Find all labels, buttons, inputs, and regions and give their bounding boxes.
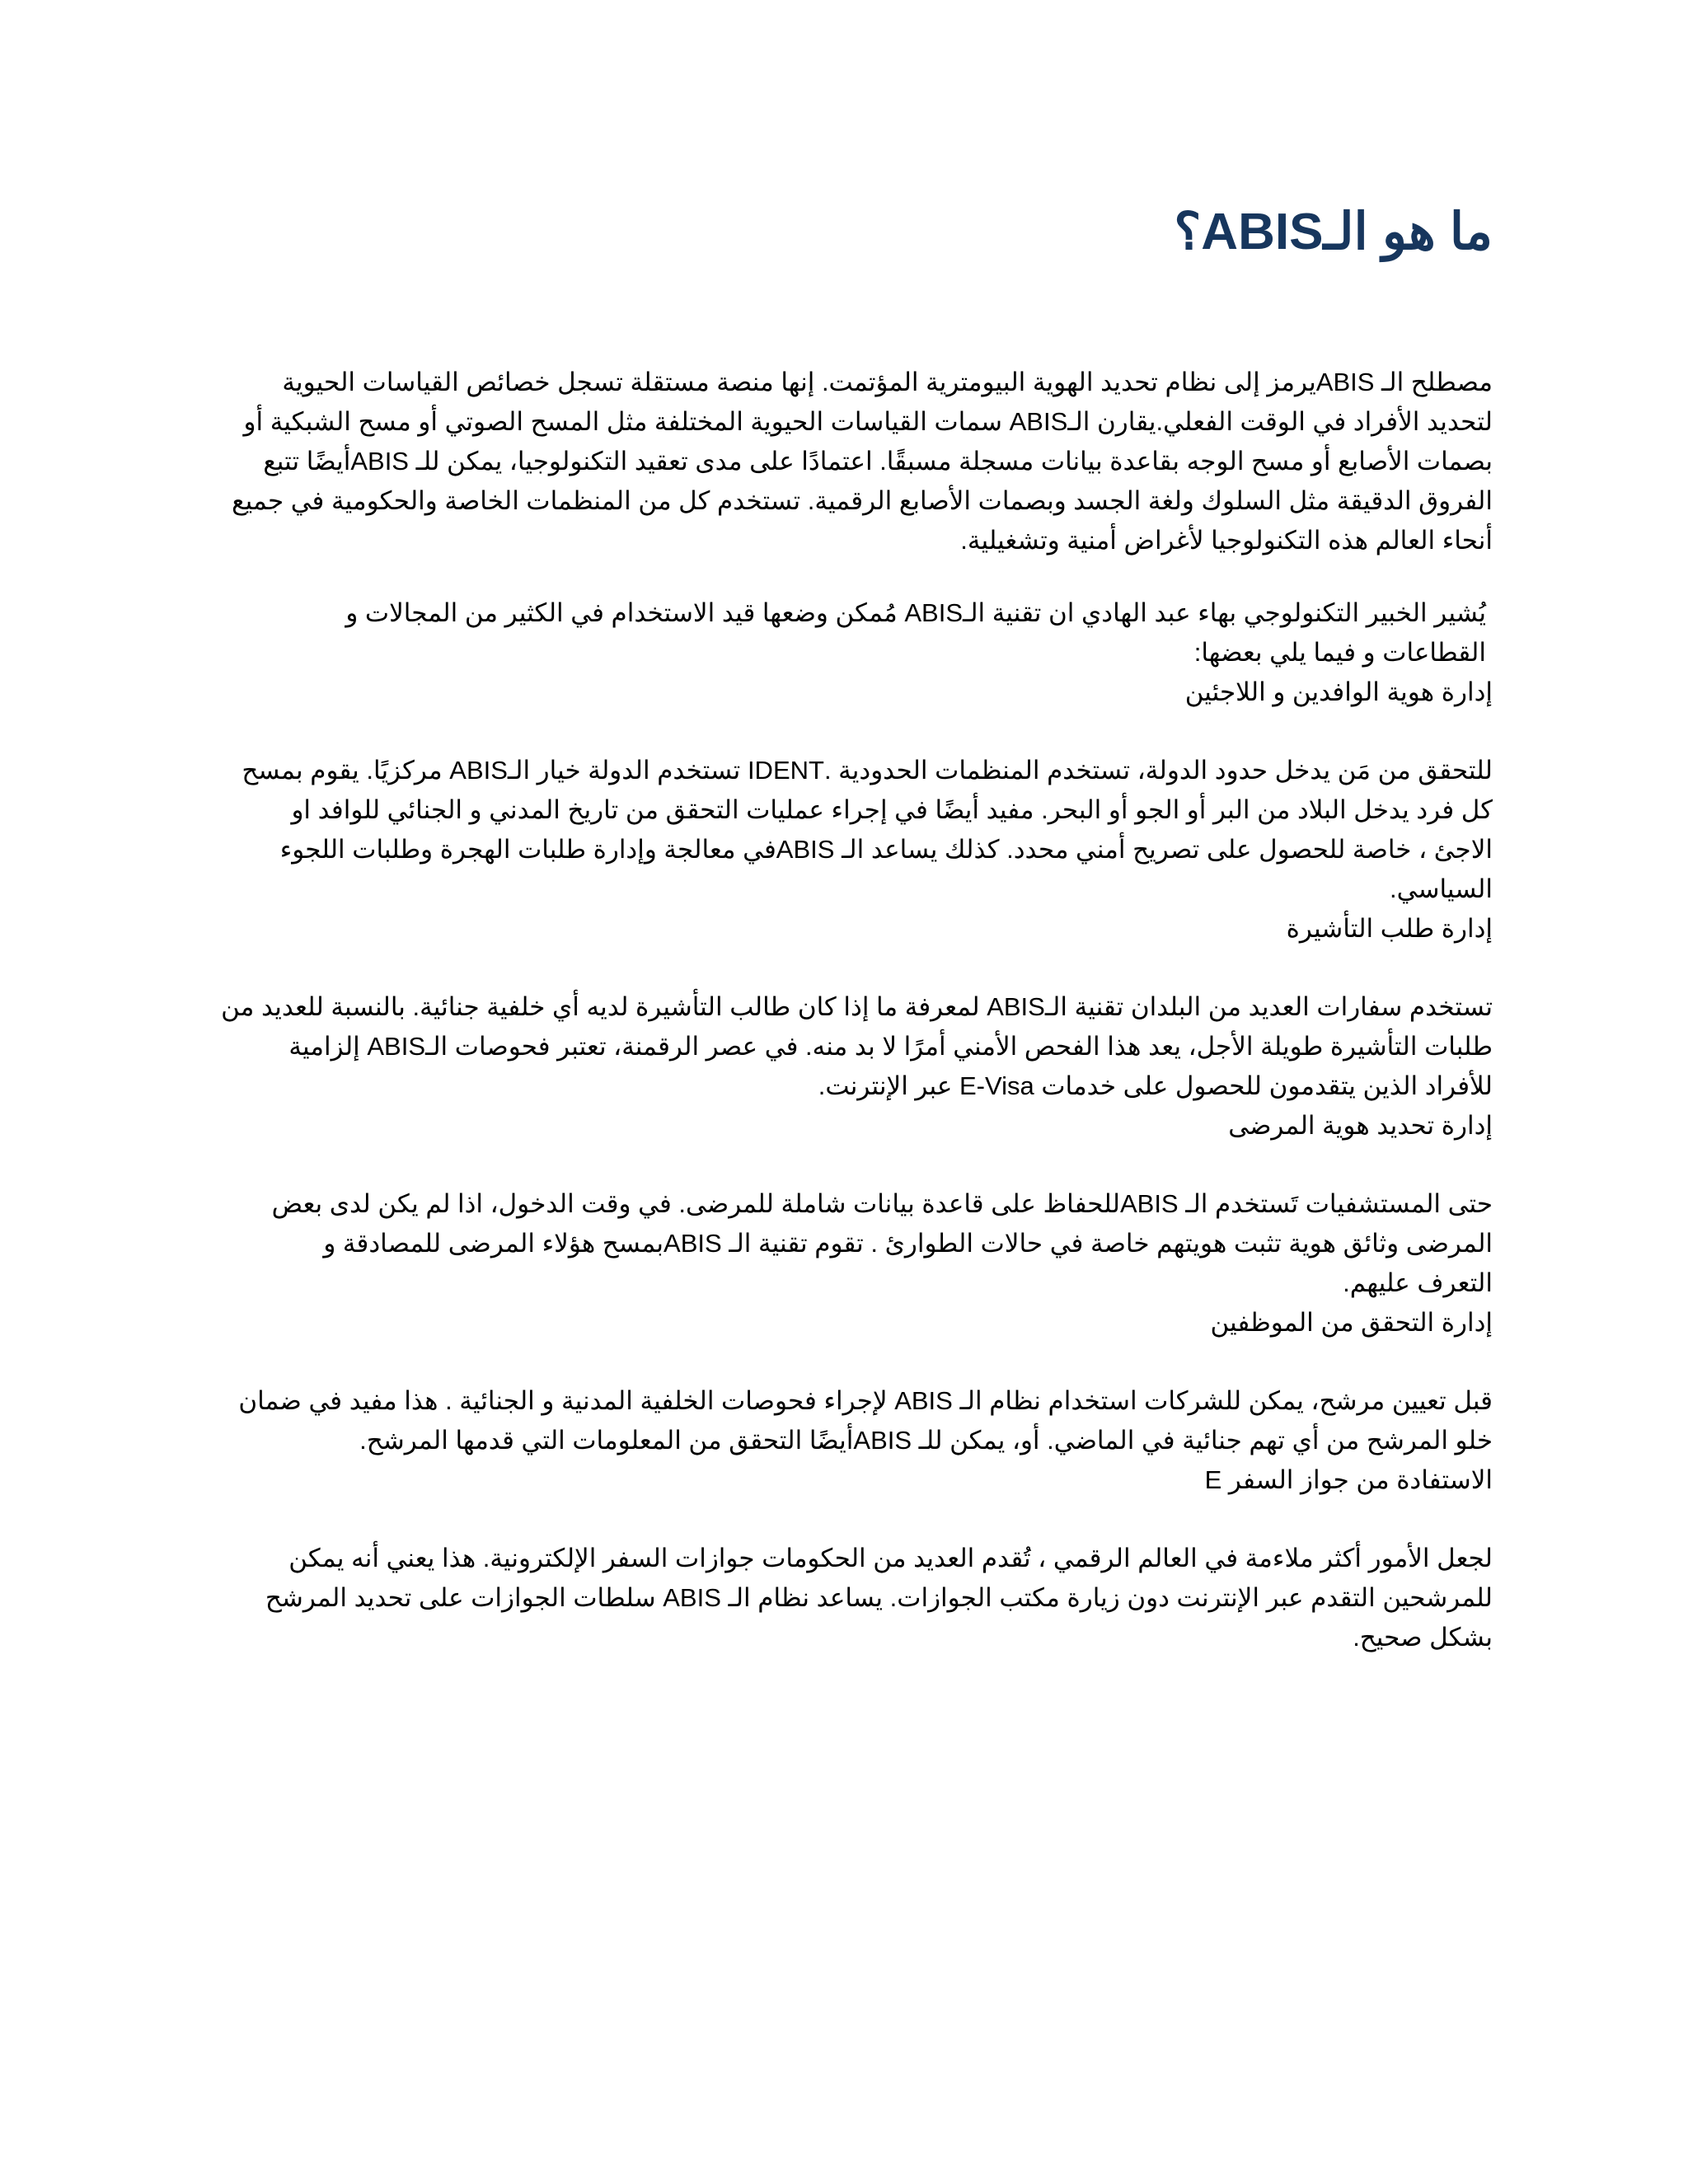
section-heading-employees: إدارة التحقق من الموظفين: [1210, 1308, 1493, 1337]
paragraph-line: القطاعات و فيما يلي بعضها:: [1193, 638, 1486, 667]
section-heading-patients: إدارة تحديد هوية المرضى: [1228, 1111, 1493, 1140]
paragraph-line: خلو المرشح من أي تهم جنائية في الماضي. أو، يمكن للـ ABISأيضًا التحقق من المعلومات التي قدمها المرشح.: [359, 1426, 1493, 1455]
paragraph-line: تستخدم سفارات العديد من البلدان تقنية الـABIS لمعرفة ما إذا كان طالب التأشيرة لديه أي خلفية جنائية. بالنسبة للعديد من: [221, 992, 1493, 1021]
paragraph-line: أنحاء العالم هذه التكنولوجيا لأغراض أمنية وتشغيلية.: [960, 526, 1493, 555]
section-heading-refugees: إدارة هوية الوافدين و اللاجئين: [1184, 677, 1493, 706]
section-heading-epassport: الاستفادة من جواز السفر E: [1204, 1465, 1493, 1494]
paragraph-line: بشكل صحيح.: [1353, 1623, 1493, 1652]
section-paragraph-visa: [190, 987, 1493, 1106]
expert-quote-paragraph: [190, 593, 1486, 673]
paragraph-line: المرضى وثائق هوية تثبت هويتهم خاصة في حالات الطوارئ . تقوم تقنية الـ ABISبمسح هؤلاء المرضى للمصادقة و: [323, 1229, 1493, 1258]
paragraph-line: للتحقق من مَن يدخل حدود الدولة، تستخدم المنظمات الحدودية .IDENT تستخدم الدولة خيار الـABIS مركزيًا. يقوم بمسح: [241, 756, 1493, 785]
page-title: ما هو الـABIS؟: [1174, 204, 1493, 260]
paragraph-line: مصطلح الـ ABISيرمز إلى نظام تحديد الهوية البيومترية المؤتمت. إنها منصة مستقلة تسجل خصائص القياسات الحيوية: [282, 368, 1493, 396]
intro-paragraph: [190, 363, 1493, 560]
section-paragraph-refugees: [190, 751, 1493, 909]
paragraph-line: للأفراد الذين يتقدمون للحصول على خدمات E-Visa عبر الإنترنت.: [818, 1071, 1493, 1100]
paragraph-line: يُشير الخبير التكنولوجي بهاء عبد الهادي ان تقنية الـABIS مُمكن وضعها قيد الاستخدام في الكثير من المجالات و: [345, 598, 1486, 627]
section-paragraph-epassport: [190, 1539, 1493, 1657]
paragraph-line: لجعل الأمور أكثر ملاءمة في العالم الرقمي ، تُقدم العديد من الحكومات جوازات السفر الإلكترونية. هذا يعني أنه يمكن: [288, 1544, 1493, 1572]
paragraph-line: بصمات الأصابع أو مسح الوجه بقاعدة بيانات مسجلة مسبقًا. اعتمادًا على مدى تعقيد التكنولوجيا، يمكن للـ ABISأيضًا تتبع: [263, 447, 1493, 476]
paragraph-line: قبل تعيين مرشح، يمكن للشركات استخدام نظام الـ ABIS لإجراء فحوصات الخلفية المدنية و الجنائية . هذا مفيد في ضمان: [238, 1386, 1493, 1415]
document-body: [190, 363, 1493, 1657]
paragraph-line: لتحديد الأفراد في الوقت الفعلي.يقارن الـABIS سمات القياسات الحيوية المختلفة مثل المسح الصوتي أو مسح الشبكية أو: [243, 407, 1493, 436]
paragraph-line: التعرف عليهم.: [1343, 1268, 1493, 1297]
paragraph-line: السياسي.: [1390, 874, 1493, 903]
section-paragraph-patients: [190, 1184, 1493, 1303]
section-heading-visa: إدارة طلب التأشيرة: [1286, 914, 1493, 943]
paragraph-line: طلبات التأشيرة طويلة الأجل، يعد هذا الفحص الأمني أمرًا لا بد منه. في عصر الرقمنة، تعتبر فحوصات الـABIS إلزامية: [288, 1032, 1493, 1061]
paragraph-line: كل فرد يدخل البلاد من البر أو الجو أو البحر. مفيد أيضًا في إجراء عمليات التحقق من تاريخ المدني و الجنائي للوافد او: [291, 795, 1493, 824]
paragraph-line: حتى المستشفيات تَستخدم الـ ABISللحفاظ على قاعدة بيانات شاملة للمرضى. في وقت الدخول، اذا لم يكن لدى بعض: [271, 1189, 1493, 1218]
paragraph-line: الاجئ ، خاصة للحصول على تصريح أمني محدد. كذلك يساعد الـ ABISفي معالجة وإدارة طلبات الهجرة وطلبات اللجوء: [279, 835, 1493, 864]
paragraph-line: الفروق الدقيقة مثل السلوك ولغة الجسد وبصمات الأصابع الرقمية. تستخدم كل من المنظمات الخاصة والحكومية في جميع: [232, 486, 1493, 515]
paragraph-line: للمرشحين التقدم عبر الإنترنت دون زيارة مكتب الجوازات. يساعد نظام الـ ABIS سلطات الجوازات على تحديد المرشح: [265, 1583, 1493, 1612]
section-paragraph-employees: [190, 1381, 1493, 1460]
